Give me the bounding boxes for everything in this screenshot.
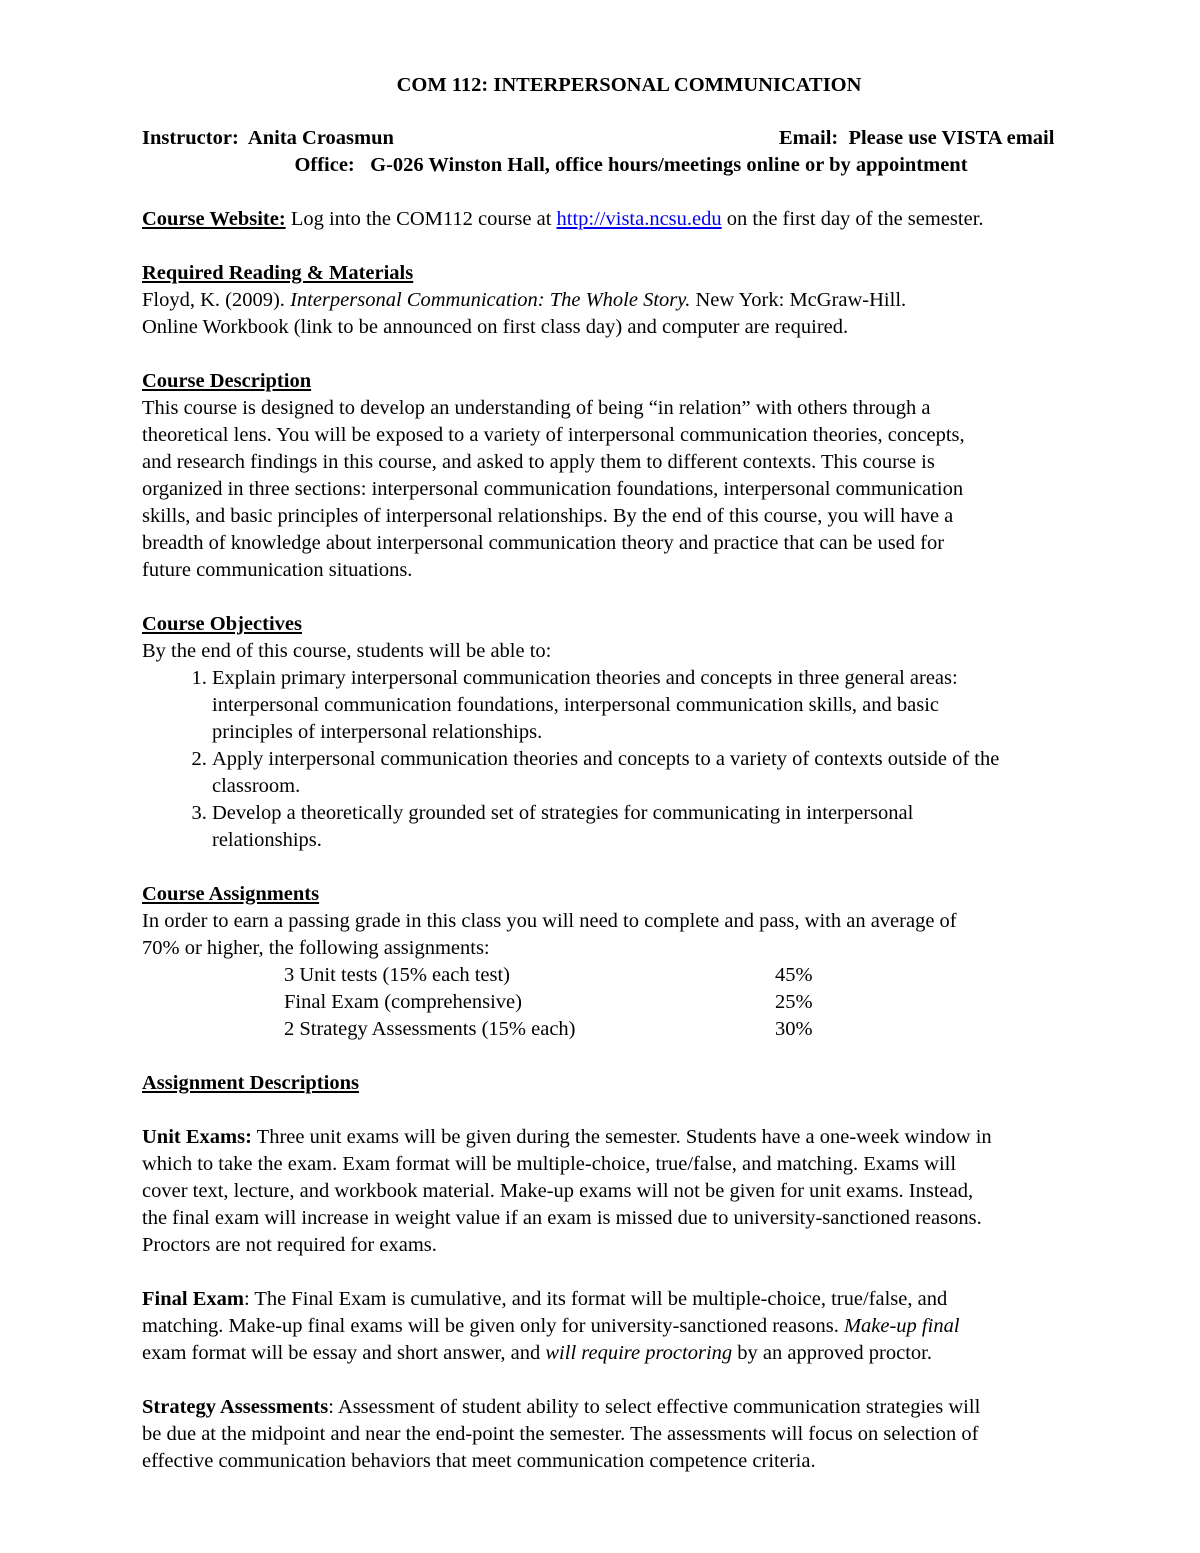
description-line: and research findings in this course, and asked to apply them to different contexts. This course is — [142, 451, 935, 473]
assignments-heading: Course Assignments — [142, 883, 320, 905]
unit-exams-line: Proctors are not required for exams. — [142, 1234, 437, 1256]
strategy-line: : Assessment of student ability to select effective communication strategies will — [328, 1396, 981, 1418]
final-exam-line: exam format will be essay and short answer, and — [142, 1342, 546, 1364]
description-line: This course is designed to develop an understanding of being “in relation” with others through a — [142, 397, 931, 419]
description-line: skills, and basic principles of interpersonal relationships. By the end of this course, you will have a — [142, 505, 954, 527]
grade-row — [284, 989, 1132, 1016]
objective-line: interpersonal communication foundations, interpersonal communication skills, and basic — [212, 694, 940, 716]
grade-item-percent: 30% — [775, 1018, 813, 1040]
strategy-line: effective communication behaviors that meet communication competence criteria. — [142, 1450, 816, 1472]
email-label: Email: — [779, 127, 839, 149]
instructor-info — [142, 125, 394, 152]
final-exam-emphasis: Make-up final — [843, 1315, 960, 1337]
assignment-descriptions-section — [142, 1070, 1132, 1475]
citation-title: Interpersonal Communication: The Whole Story. — [290, 289, 691, 311]
website-text-after: on the first day of the semester. — [721, 208, 984, 230]
objective-line: principles of interpersonal relationships. — [212, 721, 543, 743]
objective-item — [212, 746, 1132, 800]
description-section — [142, 368, 1132, 584]
description-heading: Course Description — [142, 370, 312, 392]
assignments-intro-line: In order to earn a passing grade in this class you will need to complete and pass, with an average of — [142, 910, 957, 932]
strategy-paragraph — [142, 1394, 1132, 1475]
unit-exams-line: cover text, lecture, and workbook material. Make-up exams will not be given for unit exams. Instead, — [142, 1180, 974, 1202]
unit-exams-paragraph — [142, 1124, 1132, 1259]
unit-exams-line: the final exam will increase in weight value if an exam is missed due to university-sanctioned reasons. — [142, 1207, 982, 1229]
final-exam-line: by an approved proctor. — [732, 1342, 932, 1364]
description-line: theoretical lens. You will be exposed to a variety of interpersonal communication theories, concepts, — [142, 424, 965, 446]
final-exam-line: matching. Make-up final exams will be given only for university-sanctioned reasons. — [142, 1315, 844, 1337]
reading-materials: Online Workbook (link to be announced on first class day) and computer are required. — [142, 316, 849, 338]
syllabus-page — [142, 72, 1132, 1475]
objective-item — [212, 800, 1132, 854]
objective-line: relationships. — [212, 829, 322, 851]
objectives-list — [142, 665, 1132, 854]
reading-heading: Required Reading & Materials — [142, 262, 414, 284]
reading-citation — [142, 287, 1132, 314]
citation-publisher: New York: McGraw-Hill. — [690, 289, 907, 311]
instructor-row — [142, 125, 1132, 152]
office-label: Office: — [294, 154, 355, 176]
objectives-intro: By the end of this course, students will be able to: — [142, 640, 552, 662]
grade-table — [284, 962, 1132, 1043]
website-label: Course Website: — [142, 208, 286, 230]
grade-item-name: 3 Unit tests (15% each test) — [284, 964, 511, 986]
website-text-before: Log into the COM112 course at — [285, 208, 557, 230]
grade-item-name: Final Exam (comprehensive) — [284, 991, 522, 1013]
unit-exams-line: which to take the exam. Exam format will be multiple-choice, true/false, and matching. Exams will — [142, 1153, 957, 1175]
objective-item — [212, 665, 1132, 746]
assignment-descriptions-heading: Assignment Descriptions — [142, 1072, 359, 1094]
office-value: G-026 Winston Hall, office hours/meetings online or by appointment — [370, 154, 968, 176]
unit-exams-label: Unit Exams: — [142, 1126, 252, 1148]
description-line: breadth of knowledge about interpersonal communication theory and practice that can be used for — [142, 532, 945, 554]
description-line: future communication situations. — [142, 559, 413, 581]
website-section — [142, 206, 1132, 233]
instructor-label: Instructor: — [142, 127, 239, 149]
objective-line: 3. Develop a theoretically grounded set of strategies for communicating in interpersonal — [212, 802, 914, 824]
citation-author: Floyd, K. (2009). — [142, 289, 291, 311]
objective-line: 2. Apply interpersonal communication theories and concepts to a variety of contexts outside of the — [212, 748, 1000, 770]
grade-item-percent: 45% — [775, 964, 813, 986]
final-exam-emphasis: will require proctoring — [545, 1342, 733, 1364]
vista-link[interactable]: http://vista.ncsu.edu — [556, 208, 722, 230]
objectives-heading: Course Objectives — [142, 613, 302, 635]
unit-exams-line: Three unit exams will be given during the semester. Students have a one-week window in — [251, 1126, 992, 1148]
email-value: Please use VISTA email — [848, 127, 1055, 149]
grade-row — [284, 962, 1132, 989]
grade-item-name: 2 Strategy Assessments (15% each) — [284, 1018, 576, 1040]
final-exam-label: Final Exam — [142, 1288, 244, 1310]
strategy-label: Strategy Assessments — [142, 1396, 329, 1418]
objective-line: classroom. — [212, 775, 301, 797]
instructor-name: Anita Croasmun — [247, 127, 394, 149]
description-line: organized in three sections: interpersonal communication foundations, interpersonal communication — [142, 478, 964, 500]
grade-row — [284, 1016, 1132, 1043]
final-exam-paragraph — [142, 1286, 1132, 1367]
grade-item-percent: 25% — [775, 991, 813, 1013]
email-info — [779, 125, 1054, 152]
page-title: COM 112: INTERPERSONAL COMMUNICATION — [396, 74, 862, 96]
office-row — [130, 152, 1132, 179]
reading-section — [142, 260, 1132, 341]
assignments-intro-line: 70% or higher, the following assignments: — [142, 937, 490, 959]
objective-line: 1. Explain primary interpersonal communication theories and concepts in three general areas: — [212, 667, 958, 689]
objectives-section — [142, 611, 1132, 854]
final-exam-line: : The Final Exam is cumulative, and its format will be multiple-choice, true/false, and — [243, 1288, 948, 1310]
assignments-section — [142, 881, 1132, 1043]
strategy-line: be due at the midpoint and near the end-point the semester. The assessments will focus on selection of — [142, 1423, 979, 1445]
